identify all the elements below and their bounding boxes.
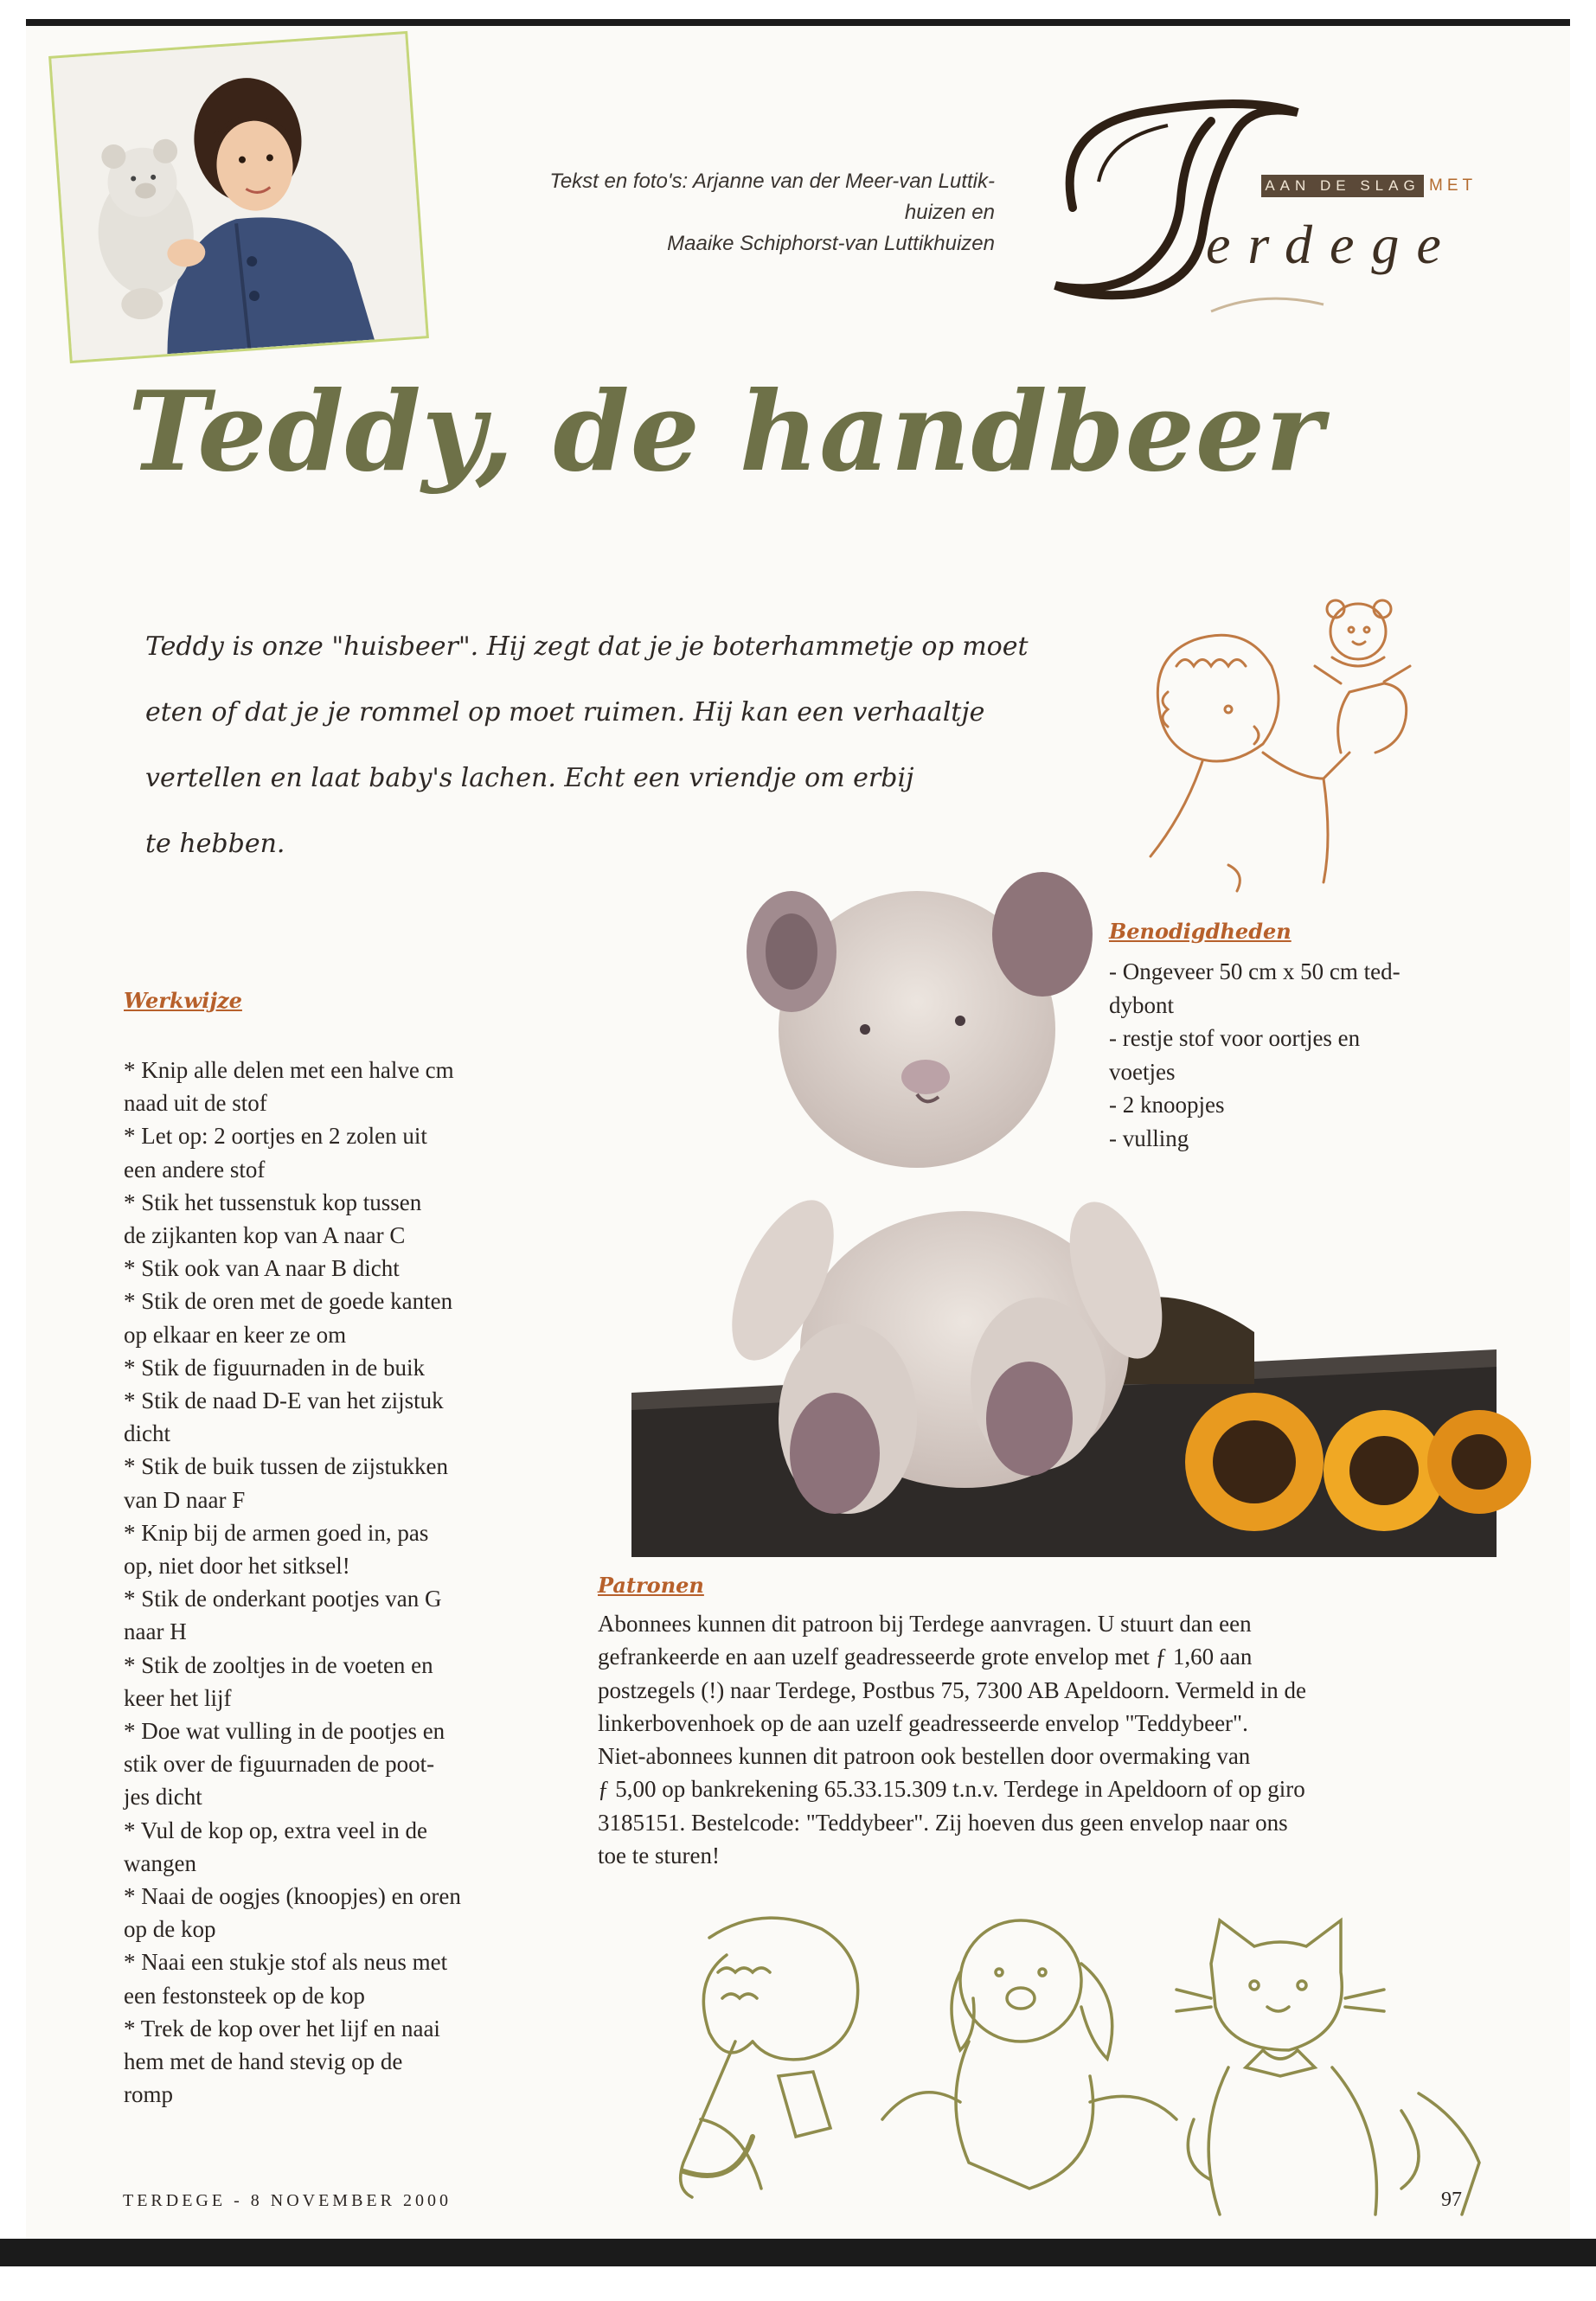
step-line: naad uit de stof xyxy=(124,1090,267,1117)
patronen-line: Niet-abonnees kunnen dit patroon ook bestellen door overmaking van xyxy=(598,1743,1251,1770)
step-line: * Naai de oogjes (knoopjes) en oren xyxy=(124,1883,461,1910)
step-line: de zijkanten kop van A naar C xyxy=(124,1222,406,1249)
step-line: * Stik de figuurnaden in de buik xyxy=(124,1354,425,1381)
step-line: van D naar F xyxy=(124,1486,246,1513)
step-line: dicht xyxy=(124,1420,170,1447)
logo-ribbon: AAN DE SLAG xyxy=(1261,175,1424,197)
step-line: een festonsteek op de kop xyxy=(124,1982,365,2009)
step-line: * Trek de kop over het lijf en naai xyxy=(124,2015,440,2041)
photo-credits xyxy=(433,166,995,260)
intro-line: vertellen en laat baby's lachen. Echt een vriendje om erbij xyxy=(145,763,914,793)
step-line: * Vul de kop op, extra veel in de xyxy=(124,1817,428,1843)
step-line: * Knip bij de armen goed in, pas xyxy=(124,1519,429,1546)
material-line: - vulling xyxy=(1109,1125,1189,1151)
step-line: * Doe wat vulling in de pootjes en xyxy=(124,1718,445,1745)
werkwijze-heading: Werkwijze xyxy=(124,988,242,1013)
step-line: op elkaar en keer ze om xyxy=(124,1321,347,1348)
patronen-line: linkerbovenhoek op de aan uzelf geadresseerde envelop "Teddybeer". xyxy=(598,1709,1248,1736)
step-line: * Stik de zooltjes in de voeten en xyxy=(124,1651,433,1678)
top-border xyxy=(0,0,1596,26)
benodigdheden-list xyxy=(1109,955,1507,1155)
step-line: * Let op: 2 oortjes en 2 zolen uit xyxy=(124,1123,427,1150)
material-line: voetjes xyxy=(1109,1058,1176,1085)
werkwijze-steps xyxy=(124,1054,574,2112)
step-line: * Stik de oren met de goede kanten xyxy=(124,1288,453,1315)
magazine-page xyxy=(26,26,1570,2266)
material-line: - Ongeveer 50 cm x 50 cm ted- xyxy=(1109,958,1401,984)
step-line: stik over de figuurnaden de poot- xyxy=(124,1751,435,1778)
hand-puppets-sketch xyxy=(657,1903,1522,2266)
credits-line-2: huizen en xyxy=(904,201,995,224)
intro-paragraph xyxy=(145,631,1062,894)
step-line: * Stik de naad D-E van het zijstuk xyxy=(124,1388,444,1414)
step-line: * Stik de onderkant pootjes van G xyxy=(124,1586,442,1612)
patronen-line: Abonnees kunnen dit patroon bij Terdege aanvragen. U stuurt dan een xyxy=(598,1611,1252,1637)
patronen-line: toe te sturen! xyxy=(598,1843,720,1869)
step-line: naar H xyxy=(124,1618,187,1645)
intro-line: eten of dat je je rommel op moet ruimen. Hij kan een verhaaltje xyxy=(145,697,985,727)
step-line: wangen xyxy=(124,1849,196,1876)
step-line: een andere stof xyxy=(124,1156,266,1183)
bottom-border xyxy=(0,2239,1596,2266)
material-line: - 2 knoopjes xyxy=(1109,1092,1225,1118)
step-line: * Knip alle delen met een halve cm xyxy=(124,1057,454,1083)
step-line: hem met de hand stevig op de xyxy=(124,2048,403,2075)
step-line: romp xyxy=(124,2081,173,2108)
patronen-paragraph xyxy=(598,1607,1506,1872)
material-line: dybont xyxy=(1109,991,1175,1018)
step-line: * Naai een stukje stof als neus met xyxy=(124,1949,448,1976)
terdege-logo xyxy=(1038,78,1488,346)
credits-line-1: Tekst en foto's: Arjanne van der Meer-van Luttik- xyxy=(549,170,995,193)
patronen-line: postzegels (!) naar Terdege, Postbus 75, 7300 AB Apeldoorn. Vermeld in de xyxy=(598,1676,1306,1703)
girl-with-teddy-photo xyxy=(48,31,429,363)
intro-line: Teddy is onze "huisbeer". Hij zegt dat je je boterhammetje op moet xyxy=(145,631,1029,662)
footer-publication: TERDEGE - 8 NOVEMBER 2000 xyxy=(123,2191,452,2210)
step-line: op, niet door het sitksel! xyxy=(124,1553,350,1580)
article-title: Teddy, de handbeer xyxy=(128,368,1324,496)
logo-met: MET xyxy=(1429,176,1477,195)
intro-line: te hebben. xyxy=(145,829,285,859)
credits-line-3: Maaike Schiphorst-van Luttikhuizen xyxy=(667,232,995,255)
step-line: op de kop xyxy=(124,1916,216,1943)
step-line: * Stik ook van A naar B dicht xyxy=(124,1255,400,1282)
benodigdheden-heading: Benodigdheden xyxy=(1109,919,1292,944)
patronen-line: 3185151. Bestelcode: "Teddybeer". Zij hoeven dus geen envelop naar ons xyxy=(598,1809,1288,1836)
child-with-puppet-sketch xyxy=(1125,580,1471,900)
step-line: keer het lijf xyxy=(124,1684,232,1711)
patronen-line: ƒ 5,00 op bankrekening 65.33.15.309 t.n.v. Terdege in Apeldoorn of op giro xyxy=(598,1776,1305,1803)
page-number: 97 xyxy=(1441,2189,1462,2211)
patronen-line: gefrankeerde en aan uzelf geadresseerde grote envelop met ƒ 1,60 aan xyxy=(598,1644,1253,1670)
step-line: jes dicht xyxy=(124,1784,202,1811)
step-line: * Stik de buik tussen de zijstukken xyxy=(124,1453,448,1480)
logo-wordmark: erdege xyxy=(1206,214,1458,275)
material-line: - restje stof voor oortjes en xyxy=(1109,1025,1361,1051)
logo-t-swash xyxy=(1038,78,1488,346)
patronen-heading: Patronen xyxy=(598,1573,704,1598)
step-line: * Stik het tussenstuk kop tussen xyxy=(124,1189,422,1215)
